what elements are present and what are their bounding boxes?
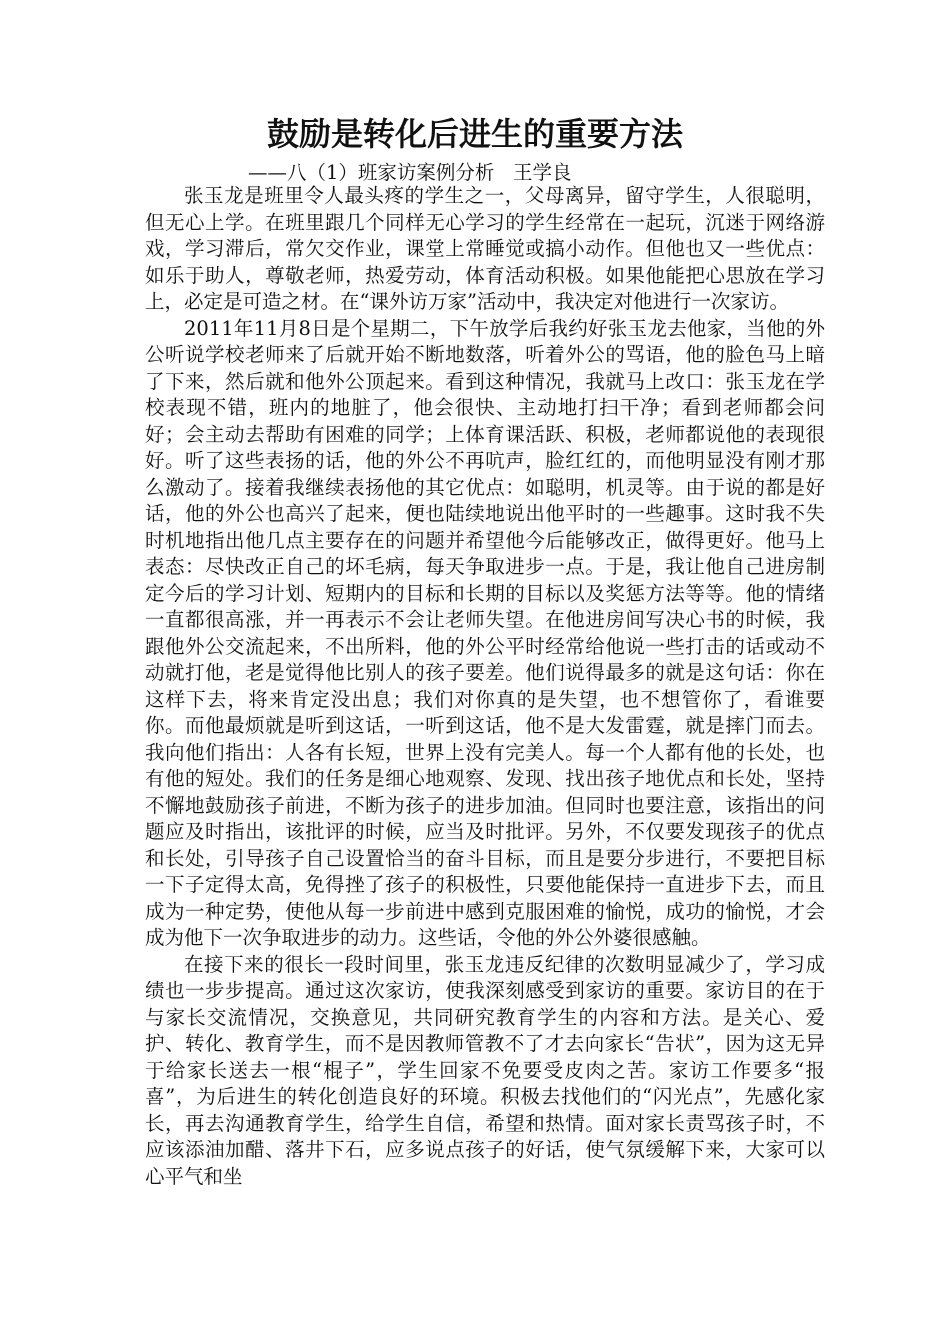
document-subtitle: ——八（1）班家访案例分析 王学良 (248, 161, 572, 184)
document-body (145, 183, 825, 1190)
document-title: 鼓励是转化后进生的重要方法 (266, 115, 683, 153)
paragraph-3: 在接下来的很长一段时间里，张玉龙违反纪律的次数明显减少了，学习成绩也一步步提高。通过这次家访，使我深刻感受到家访的重要。家访目的在于与家长交流情况，交换意见，共同研究教育学生的内容和方法。是关心、爱护、转化、教育学生，而不是因教师管教不了才去向家长“告状”，因为这无异于给家长送去一根“棍子”，学生回家不免要受皮肉之苦。家访工作要多“报喜”，为后进生的转化创造良好的环境。积极去找他们的“闪光点”，先感化家长，再去沟通教育学生，给学生自信，希望和热情。面对家长责骂孩子时，不应该添油加醋、落井下石，应多说点孩子的好话，使气氛缓解下来，大家可以心平气和坐 (145, 952, 825, 1188)
paragraph-1: 张玉龙是班里令人最头疼的学生之一，父母离异，留守学生，人很聪明，但无心上学。在班里跟几个同样无心学习的学生经常在一起玩，沉迷于网络游戏，学习滞后，常欠交作业，课堂上常睡觉或搞小动作。但他也又一些优点：如乐于助人，尊敬老师，热爱劳动，体育活动积极。如果他能把心思放在学习上，必定是可造之材。在“课外访万家”活动中，我决定对他进行一次家访。 (145, 184, 825, 313)
paragraph-2: 2011年11月8日是个星期二，下午放学后我约好张玉龙去他家，当他的外公听说学校老师来了后就开始不断地数落，听着外公的骂语，他的脸色马上暗了下来，然后就和他外公顶起来。看到这种情况，我就马上改口：张玉龙在学校表现不错，班内的地脏了，他会很快、主动地打扫干净；看到老师都会问好；会主动去帮助有困难的同学；上体育课活跃、积极，老师都说他的表现很好。听了这些表扬的话，他的外公不再吭声，脸红红的，而他明显没有刚才那么激动了。接着我继续表扬他的其它优点：如聪明，机灵等。由于说的都是好话，他的外公也高兴了起来，便也陆续地说出他平时的一些趣事。这时我不失时机地指出他几点主要存在的问题并希望他今后能够改正，做得更好。他马上表态：尽快改正自己的坏毛病，每天争取进步一点。于是，我让他自己进房制定今后的学习计划、短期内的目标和长期的目标以及奖惩方法等等。他的情绪一直都很高涨，并一再表示不会让老师失望。在他进房间写决心书的时候，我跟他外公交流起来，不出所料，他的外公平时经常给他说一些打击的话或动不动就打他，老是觉得他比别人的孩子要差。他们说得最多的就是这句话：你在这样下去，将来肯定没出息；我们对你真的是失望，也不想管你了，看谁要你。而他最烦就是听到这话，一听到这话，他不是大发雷霆，就是摔门而去。我向他们指出：人各有长短，世界上没有完美人。每一个人都有他的长处，也有他的短处。我们的任务是细心地观察、发现、找出孩子地优点和长处，坚持不懈地鼓励孩子前进，不断为孩子的进步加油。但同时也要注意，该指出的问题应及时指出，该批评的时候，应当及时批评。另外，不仅要发现孩子的优点和长处，引导孩子自己设置恰当的奋斗目标，而且是要分步进行，不要把目标一下子定得太高，免得挫了孩子的积极性，只要他能保持一直进步下去，而且成为一种定势，使他从每一步前进中感到克服困难的愉悦，成功的愉悦，才会成为他下一次争取进步的动力。这些话，令他的外公外婆很感触。 (145, 316, 825, 949)
